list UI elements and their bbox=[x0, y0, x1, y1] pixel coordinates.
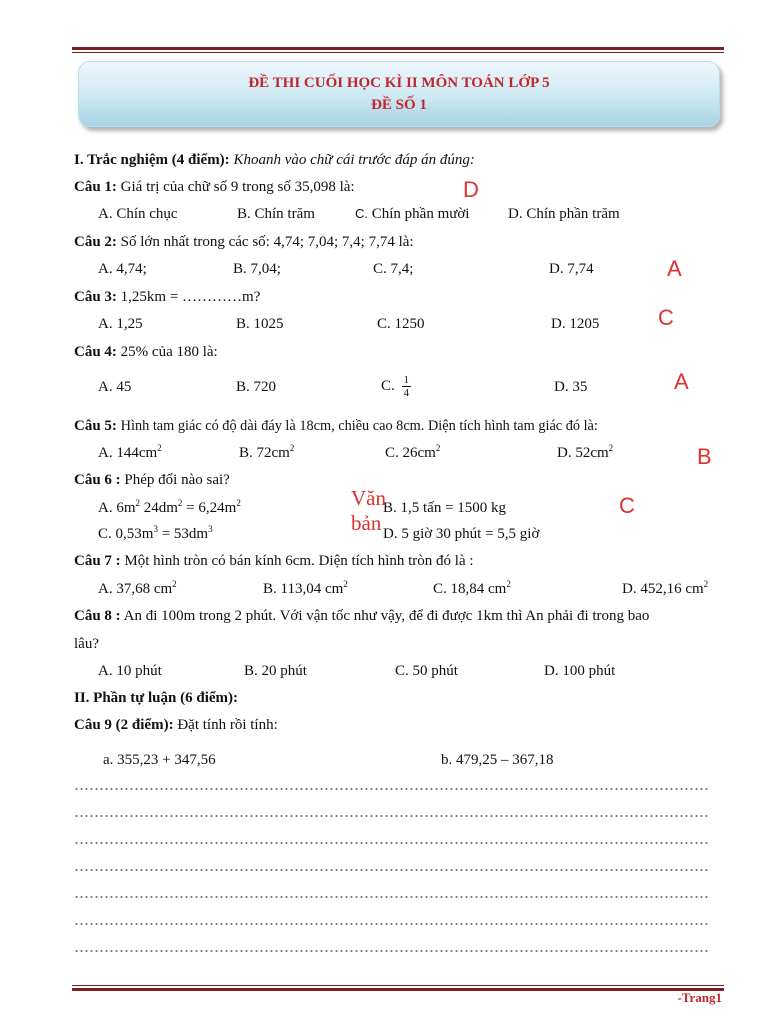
question-label: Câu 3: bbox=[74, 289, 117, 305]
q5-option-a[interactable] bbox=[98, 443, 162, 463]
page-subtitle: ĐỀ SỐ 1 bbox=[371, 97, 427, 113]
question-text: 1,25km = …………m? bbox=[120, 289, 261, 305]
handwritten-note-line2: bản bbox=[351, 511, 382, 535]
question-8-continued: lâu? bbox=[74, 636, 99, 652]
q9-part-b: b. 479,25 – 367,18 bbox=[441, 752, 554, 768]
q2-option-d[interactable]: D. 7,74 bbox=[549, 261, 594, 277]
q8-option-c[interactable]: C. 50 phút bbox=[395, 663, 458, 679]
q4-option-a[interactable]: A. 45 bbox=[98, 379, 132, 395]
question-3 bbox=[74, 287, 260, 307]
question-label: Câu 2: bbox=[74, 234, 117, 250]
option-text: = 6,24m bbox=[182, 500, 237, 516]
q8-option-d[interactable]: D. 100 phút bbox=[544, 663, 616, 679]
question-label: Câu 5: bbox=[74, 418, 117, 434]
question-text: 25% của 180 là: bbox=[120, 344, 218, 360]
answer-line[interactable] bbox=[74, 838, 710, 848]
question-text: Phép đổi nào sai? bbox=[124, 472, 230, 488]
handwritten-mark-q3: C bbox=[658, 305, 674, 330]
handwritten-mark-q5: B bbox=[697, 444, 712, 469]
option-letter: C. bbox=[381, 378, 395, 394]
q3-option-d[interactable]: D. 1205 bbox=[551, 316, 600, 332]
option-text: A. 37,68 cm bbox=[98, 581, 173, 597]
question-9 bbox=[74, 715, 278, 735]
superscript: 2 bbox=[177, 498, 183, 508]
q1-option-d[interactable]: D. Chín phần trăm bbox=[508, 206, 620, 222]
q2-option-a[interactable]: A. 4,74; bbox=[98, 261, 147, 277]
question-4 bbox=[74, 342, 218, 362]
option-text: A. 144cm bbox=[98, 445, 158, 461]
q4-option-c[interactable] bbox=[381, 369, 411, 403]
superscript: 3 bbox=[153, 524, 158, 534]
q9-part-a: a. 355,23 + 347,56 bbox=[103, 752, 216, 768]
question-6 bbox=[74, 470, 230, 490]
q1-option-a[interactable]: A. Chín chục bbox=[98, 206, 178, 222]
superscript: 2 bbox=[608, 443, 614, 453]
question-text: Một hình tròn có bán kính 6cm. Diện tích hình tròn đó là : bbox=[124, 553, 474, 569]
question-text: Hình tam giác có độ dài đáy là 18cm, chiều cao 8cm. Diện tích hình tam giác đó là: bbox=[120, 418, 598, 434]
answer-line[interactable] bbox=[74, 919, 710, 929]
answer-line[interactable] bbox=[74, 865, 710, 875]
superscript: 2 bbox=[135, 498, 140, 508]
superscript: 2 bbox=[236, 498, 241, 508]
question-text: Giá trị của chữ số 9 trong số 35,098 là: bbox=[120, 179, 355, 195]
handwritten-mark-q2: A bbox=[667, 256, 682, 281]
question-label: Câu 4: bbox=[74, 344, 117, 360]
handwritten-note-line1: Văn bbox=[351, 486, 386, 510]
q6-option-d[interactable]: D. 5 giờ 30 phút = 5,5 giờ bbox=[383, 526, 540, 542]
section1-title: I. Trắc nghiệm (4 điểm): bbox=[74, 152, 230, 168]
q6-option-c[interactable] bbox=[98, 524, 213, 544]
section2-heading: II. Phần tự luận (6 điểm): bbox=[74, 690, 239, 706]
superscript: 2 bbox=[343, 579, 348, 589]
section1-heading bbox=[74, 150, 475, 170]
q8-option-b[interactable]: B. 20 phút bbox=[244, 663, 307, 679]
q4-option-d[interactable]: D. 35 bbox=[554, 379, 588, 395]
superscript: 2 bbox=[289, 443, 295, 453]
answer-line[interactable] bbox=[74, 892, 710, 902]
q3-option-c[interactable]: C. 1250 bbox=[377, 316, 425, 332]
fraction-numerator: 1 bbox=[403, 374, 410, 387]
option-letter: C. bbox=[355, 206, 368, 221]
question-8 bbox=[74, 606, 649, 626]
q1-option-b[interactable]: B. Chín trăm bbox=[237, 206, 315, 222]
q5-option-d[interactable] bbox=[557, 443, 613, 463]
handwritten-mark-q1: D bbox=[463, 177, 479, 202]
q7-option-b[interactable] bbox=[263, 579, 348, 599]
option-text: B. 113,04 cm bbox=[263, 581, 344, 597]
superscript: 2 bbox=[703, 579, 709, 589]
answer-line[interactable] bbox=[74, 784, 710, 794]
q4-option-b[interactable]: B. 720 bbox=[236, 379, 277, 395]
option-text: C. 0,53m bbox=[98, 526, 154, 542]
handwritten-mark-q4: A bbox=[674, 369, 689, 394]
q2-option-b[interactable]: B. 7,04; bbox=[233, 261, 281, 277]
q7-option-d[interactable] bbox=[622, 579, 708, 599]
option-text: B. 72cm bbox=[239, 445, 290, 461]
fraction bbox=[402, 374, 412, 399]
top-rule bbox=[72, 47, 724, 53]
superscript: 3 bbox=[208, 524, 213, 534]
q6-option-b[interactable]: B. 1,5 tấn = 1500 kg bbox=[383, 500, 507, 516]
question-label: Câu 9 (2 điểm): bbox=[74, 717, 174, 733]
q7-option-a[interactable] bbox=[98, 579, 177, 599]
question-5 bbox=[74, 416, 598, 436]
fraction-denominator: 4 bbox=[403, 387, 410, 400]
question-text: Số lớn nhất trong các số: 4,74; 7,04; 7,4; 7,74 là: bbox=[120, 234, 414, 250]
question-text: Đặt tính rồi tính: bbox=[177, 717, 278, 733]
option-text: Chín phần mười bbox=[371, 206, 470, 222]
q6-option-a[interactable] bbox=[98, 498, 241, 518]
q5-option-b[interactable] bbox=[239, 443, 294, 463]
q8-option-a[interactable]: A. 10 phút bbox=[98, 663, 162, 679]
answer-line[interactable] bbox=[74, 811, 710, 821]
question-7 bbox=[74, 551, 474, 571]
option-text: A. 6m bbox=[98, 500, 136, 516]
option-text: C. 26cm bbox=[385, 445, 436, 461]
q3-option-a[interactable]: A. 1,25 bbox=[98, 316, 143, 332]
page-number: -Trang1 bbox=[677, 990, 722, 1005]
option-text: D. 452,16 cm bbox=[622, 581, 704, 597]
superscript: 2 bbox=[435, 443, 441, 453]
bottom-rule bbox=[72, 985, 724, 991]
option-text: = 53dm bbox=[157, 526, 209, 542]
answer-line[interactable] bbox=[74, 946, 710, 956]
q1-option-c[interactable] bbox=[355, 204, 469, 224]
question-text: An đi 100m trong 2 phút. Với vận tốc như vậy, để đi được 1km thì An phải đi trong bao bbox=[123, 608, 650, 624]
superscript: 2 bbox=[506, 579, 511, 589]
handwritten-mark-q6: C bbox=[619, 493, 635, 518]
question-1 bbox=[74, 177, 355, 197]
question-label: Câu 6 : bbox=[74, 472, 121, 488]
option-text: 24dm bbox=[140, 500, 178, 516]
question-label: Câu 8 : bbox=[74, 608, 121, 624]
q3-option-b[interactable]: B. 1025 bbox=[236, 316, 284, 332]
superscript: 2 bbox=[172, 579, 177, 589]
q5-option-c[interactable] bbox=[385, 443, 440, 463]
superscript: 2 bbox=[157, 443, 162, 453]
q2-option-c[interactable]: C. 7,4; bbox=[373, 261, 414, 277]
section1-instruction: Khoanh vào chữ cái trước đáp án đúng: bbox=[233, 152, 475, 168]
question-label: Câu 7 : bbox=[74, 553, 121, 569]
title-box bbox=[78, 61, 720, 127]
option-text: D. 52cm bbox=[557, 445, 609, 461]
question-2 bbox=[74, 232, 414, 252]
page-title: ĐỀ THI CUỐI HỌC KÌ II MÔN TOÁN LỚP 5 bbox=[248, 75, 550, 91]
option-text: C. 18,84 cm bbox=[433, 581, 507, 597]
q7-option-c[interactable] bbox=[433, 579, 511, 599]
question-label: Câu 1: bbox=[74, 179, 117, 195]
